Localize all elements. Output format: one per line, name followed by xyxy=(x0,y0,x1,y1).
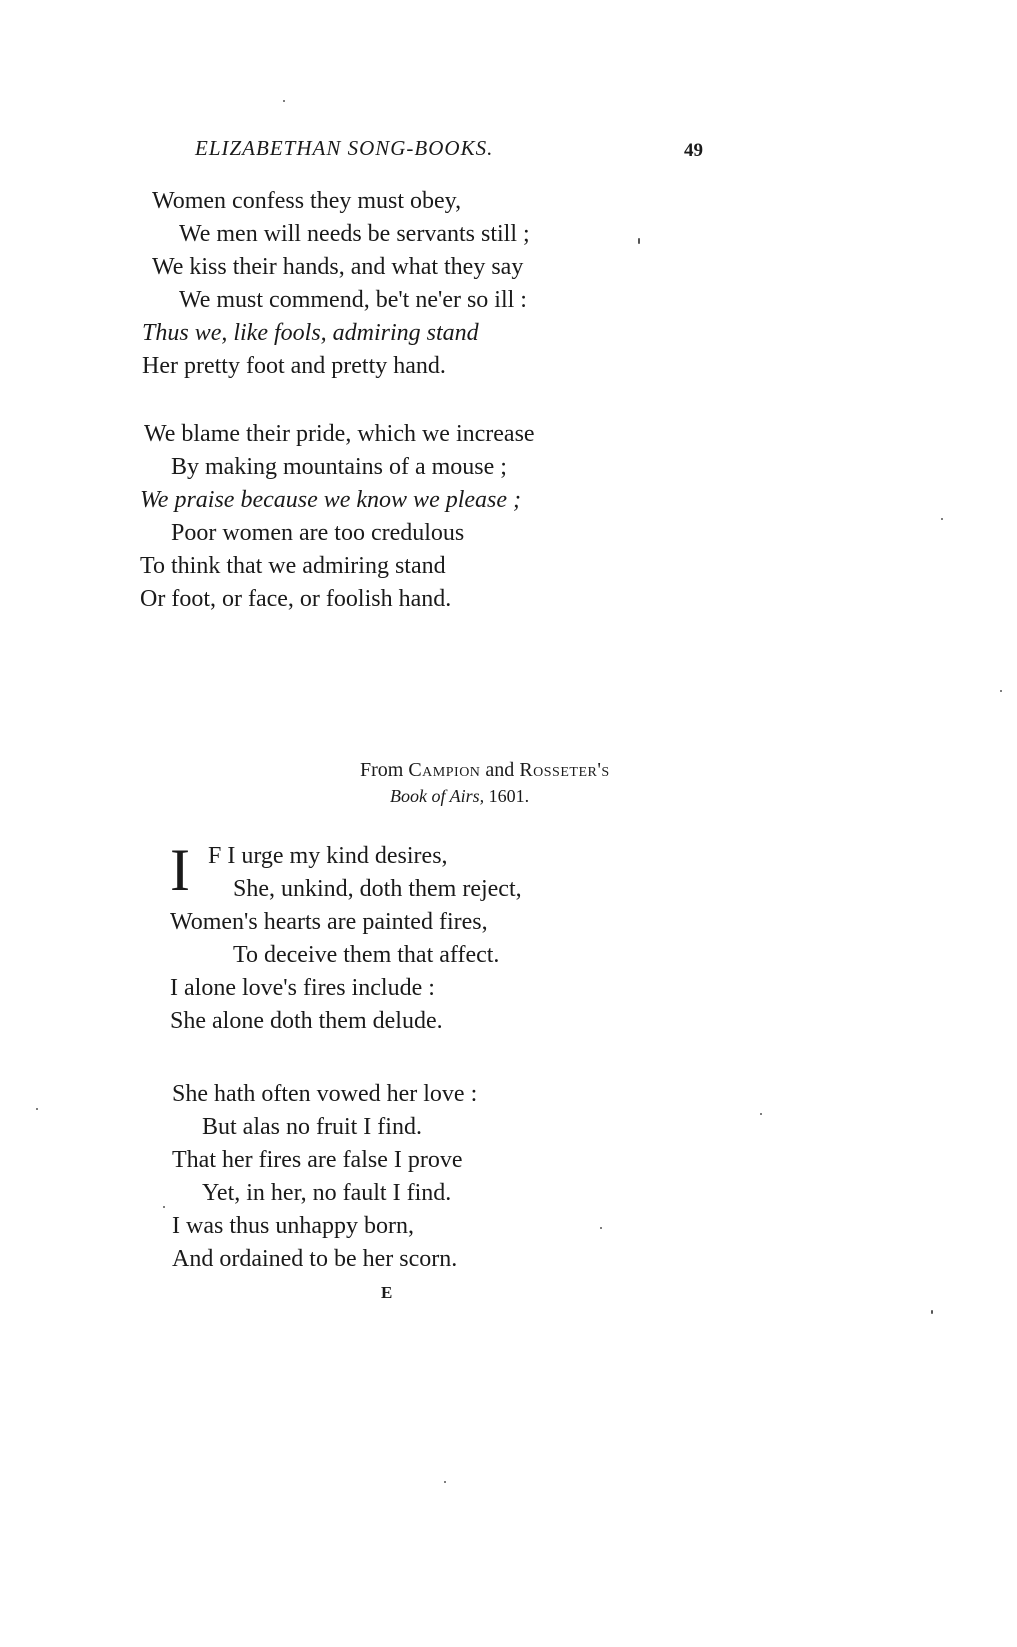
poem-line: We must commend, be't ne'er so ill : xyxy=(179,287,527,313)
print-speck xyxy=(931,1310,933,1314)
poem-line: She alone doth them delude. xyxy=(170,1008,443,1034)
poem-one-stanza-one xyxy=(142,185,530,383)
poem-line: Yet, in her, no fault I find. xyxy=(202,1180,452,1206)
source-attribution xyxy=(360,757,610,809)
poem-two-stanza-one xyxy=(170,837,522,1038)
poem-line: She, unkind, doth them reject, xyxy=(233,876,522,902)
poem-line: That her fires are false I prove xyxy=(172,1147,463,1173)
print-speck xyxy=(444,1481,446,1483)
print-speck xyxy=(163,1206,165,1208)
source-year: 1601. xyxy=(488,786,530,806)
print-speck xyxy=(760,1113,762,1115)
poem-line: Thus we, like fools, admiring stand xyxy=(142,320,479,346)
page-number: 49 xyxy=(684,140,703,161)
running-title: ELIZABETHAN SONG-BOOKS. xyxy=(195,136,494,160)
poem-line: Poor women are too credulous xyxy=(171,520,465,546)
poem-line: But alas no fruit I find. xyxy=(202,1114,422,1140)
poem-line: Women confess they must obey, xyxy=(152,188,462,214)
print-speck xyxy=(36,1108,38,1110)
poem-line: We praise because we know we please ; xyxy=(140,487,522,513)
poem-line: I was thus unhappy born, xyxy=(172,1213,414,1239)
drop-cap: I xyxy=(170,837,190,903)
drop-cap-block xyxy=(170,837,522,906)
poem-line: We men will needs be servants still ; xyxy=(179,221,530,247)
print-speck xyxy=(941,518,943,520)
print-speck xyxy=(283,100,285,102)
poem-line: I alone love's fires include : xyxy=(170,975,435,1001)
print-speck xyxy=(1000,690,1002,692)
poem-line: To think that we admiring stand xyxy=(140,553,446,579)
signature-mark: E xyxy=(381,1283,393,1302)
source-author-campion: Campion xyxy=(408,759,481,781)
poem-line: And ordained to be her scorn. xyxy=(172,1246,458,1272)
poem-line: She hath often vowed her love : xyxy=(172,1081,478,1107)
poem-line: By making mountains of a mouse ; xyxy=(171,454,507,480)
source-from: From xyxy=(360,759,404,781)
poem-two-stanza-two xyxy=(172,1078,477,1276)
poem-line: We blame their pride, which we increase xyxy=(144,421,535,447)
source-author-rosseter: Rosseter's xyxy=(519,759,610,781)
source-and: and xyxy=(485,759,515,781)
source-book-line xyxy=(360,783,610,809)
poem-one-stanza-two xyxy=(142,418,535,616)
poem-line: Women's hearts are painted fires, xyxy=(170,909,488,935)
poem-line: Or foot, or face, or foolish hand. xyxy=(140,586,452,612)
print-speck xyxy=(600,1227,602,1229)
poem-line: Her pretty foot and pretty hand. xyxy=(142,353,446,379)
poem-line: We kiss their hands, and what they say xyxy=(152,254,524,280)
source-book-title: Book of Airs, xyxy=(390,786,485,806)
poem-line: To deceive them that affect. xyxy=(233,942,500,968)
print-speck xyxy=(638,238,640,244)
poem-line: F I urge my kind desires, xyxy=(208,843,448,869)
